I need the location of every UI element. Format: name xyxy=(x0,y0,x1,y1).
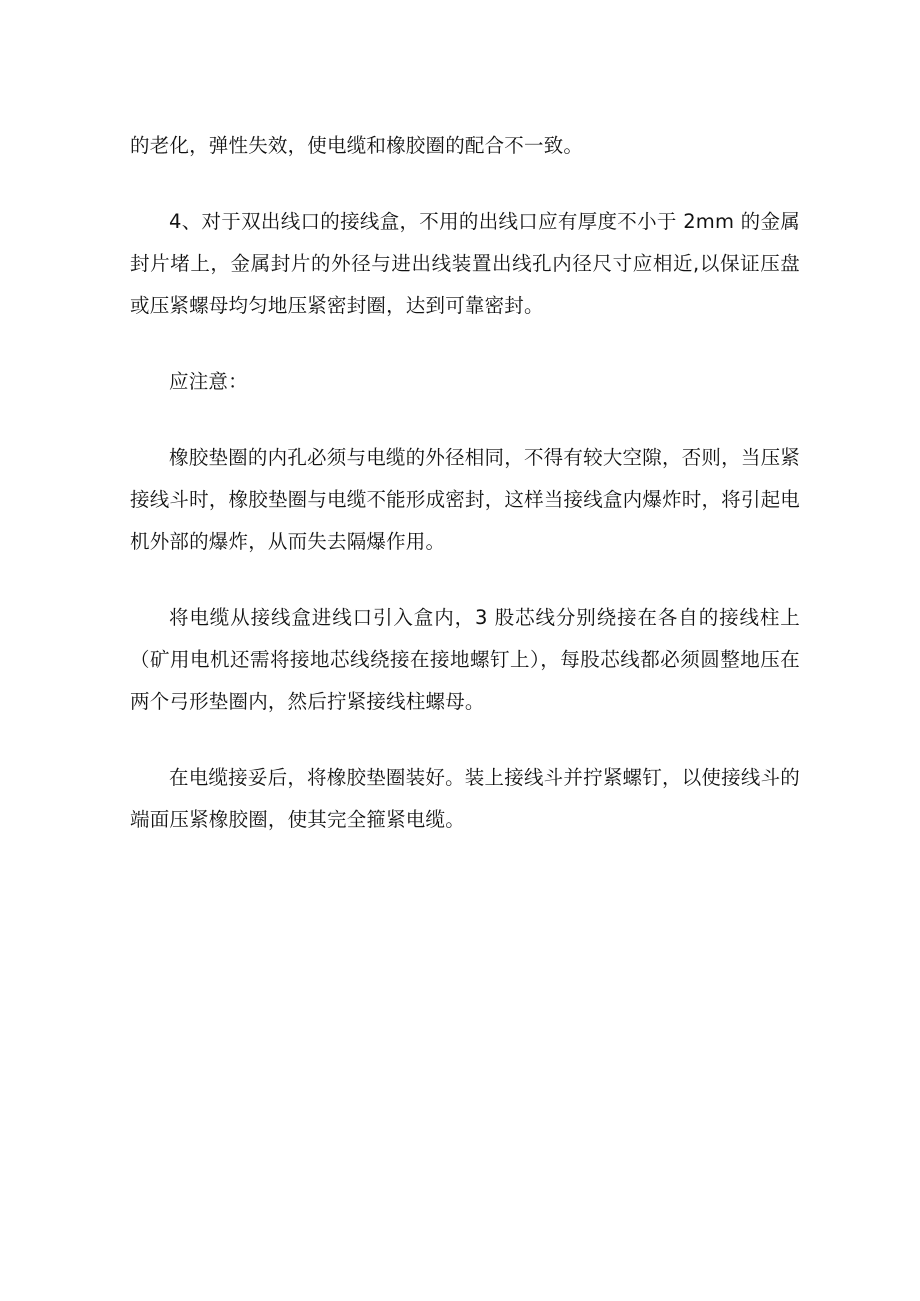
paragraph-note-heading: 应注意： xyxy=(169,370,248,393)
paragraph-continuation: 的老化，弹性失效，使电缆和橡胶圈的配合不一致。 xyxy=(130,134,584,157)
paragraph-gasket-requirement: 橡胶垫圈的内孔必须与电缆的外径相同，不得有较大空隙，否则，当压紧接线斗时，橡胶垫圈与电缆不能形成密封，这样当接线盒内爆炸时，将引起电机外部的爆炸，从而失去隔爆作用。 xyxy=(130,446,800,553)
paragraph-item-4: 4、对于双出线口的接线盒，不用的出线口应有厚度不小于 2mm 的金属封片堵上，金属封片的外径与进出线装置出线孔内径尺寸应相近,以保证压盘或压紧螺母均匀地压紧密封圈，达到可靠密封。 xyxy=(130,210,800,317)
document-body xyxy=(130,125,800,875)
paragraph-final-assembly: 在电缆接妥后，将橡胶垫圈装好。装上接线斗并拧紧螺钉，以使接线斗的端面压紧橡胶圈，使其完全箍紧电缆。 xyxy=(130,766,800,831)
paragraph-cable-wiring: 将电缆从接线盒进线口引入盒内，3 股芯线分别绕接在各自的接线柱上（矿用电机还需将接地芯线绕接在接地螺钉上），每股芯线都必须圆整地压在两个弓形垫圈内，然后拧紧接线柱螺母。 xyxy=(130,606,800,713)
